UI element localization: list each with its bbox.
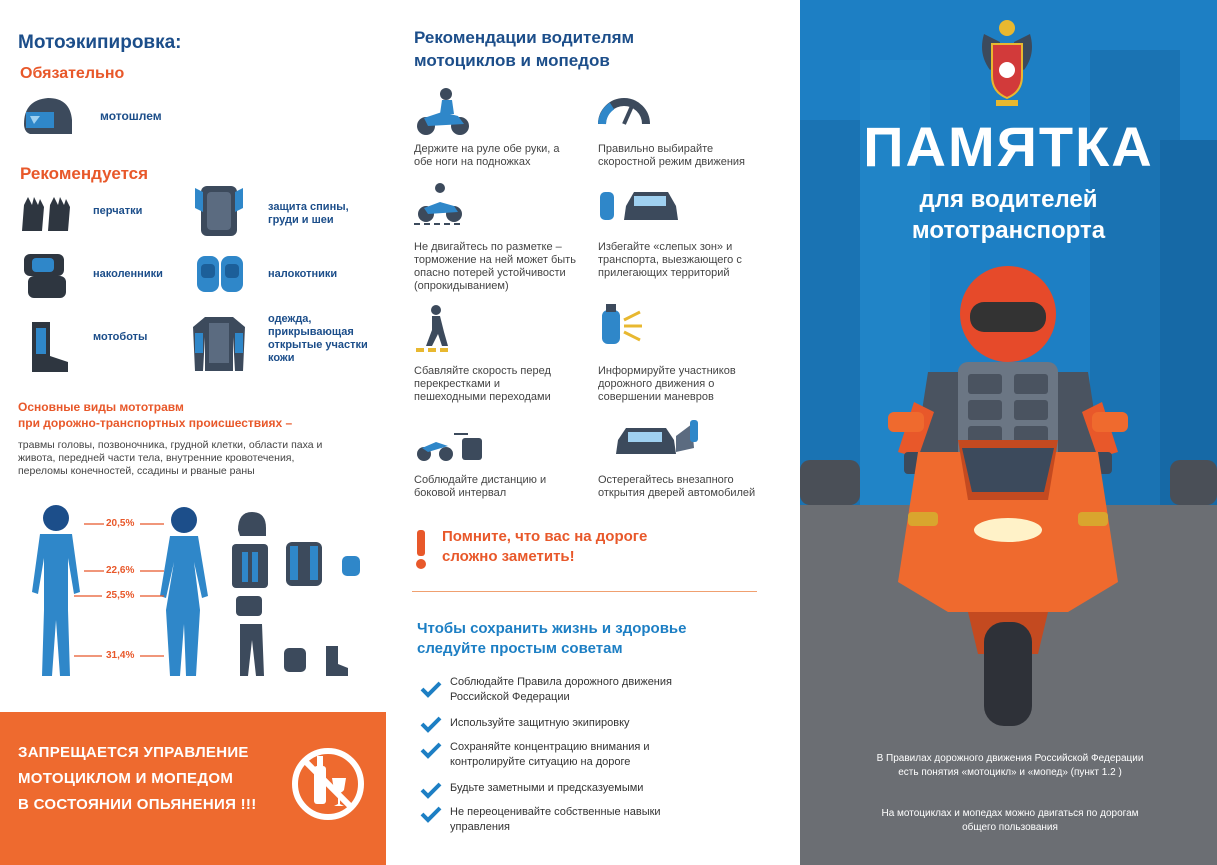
tips-title-2: следуйте простым советам [417,640,623,657]
boots-icon [24,318,72,376]
no-alcohol-icon [288,744,368,824]
check-icon [420,680,442,698]
helmet-icon [20,94,76,140]
cover-subtitle-2: мототранспорта [911,217,1106,244]
divider [412,591,757,592]
check-icon [420,715,442,733]
rec-doors-text: Остерегайтесь внезапного открытия дверей автомобилей [598,474,756,499]
injuries-heading: Основные виды мототравм [18,400,184,414]
blind-spot-icon [598,186,682,226]
rec-marking-text: Не двигайтесь по разметке – торможение на ней может быть опасно потерей устойчивости (опрокидыванием) [414,241,576,292]
cover-note-1: В Правилах дорожного движения Российской Федерации есть понятия «мотоцикл» и «мопед» (пункт 1.2 ) [876,753,1144,778]
ban-text [18,740,257,818]
cover-panel [800,0,1217,865]
knee-pads-icon [20,250,72,302]
tip-skills: Не переоценивайте собственные навыки управления [450,806,661,833]
back-protector-icon [193,182,245,240]
recommendations-title: Рекомендации водителям [414,28,635,47]
rec-speed-text: Правильно выбирайте скоростной режим движения [598,143,746,168]
knee-pads-label: наколенники [93,268,163,280]
rec-signal-text: Информируйте участников дорожного движения о совершении маневров [598,365,736,403]
rider-hands-icon [414,86,472,138]
elbow-pads-icon [193,250,247,298]
rec-distance-text: Соблюдайте дистанцию и боковой интервал [414,474,547,499]
percentage-head: 20,5% [106,518,135,529]
pedestrian-crossing-icon [416,304,456,352]
speedometer-icon [598,88,650,128]
recommendations-title-2: мотоциклов и мопедов [414,51,610,70]
tip-traffic-rules: Соблюдайте Правила дорожного движения Российской Федерации [450,676,672,703]
injuries-text: травмы головы, позвоночника, грудной клетки, области паха и живота, передней части тела, внутренние кровотечения, переломы конечностей, ссадины и рваные раны [18,439,323,477]
elbow-pads-label: налокотники [268,268,338,280]
rec-crossing-text: Сбавляйте скорость перед перекрестками и пешеходными переходами [414,365,551,403]
recommendations-column [400,0,800,865]
check-icon [420,781,442,799]
warning-line-2: сложно заметить! [442,548,575,565]
ban-line-2: МОТОЦИКЛОМ И МОПЕДОМ [18,770,234,787]
percentage-legs: 31,4% [106,650,135,661]
percentage-abdomen: 25,5% [106,590,135,601]
equipment-title: Мотоэкипировка: [18,32,182,53]
check-icon [420,741,442,759]
cover-subtitle: для водителей [919,186,1098,213]
recommended-heading: Рекомендуется [20,164,149,183]
tip-protective-gear: Используйте защитную экипировку [450,717,630,729]
tip-attention: Сохраняйте концентрацию внимания и контролируйте ситуацию на дороге [450,741,650,768]
cover-note-2: На мотоциклах и мопедах можно двигаться по дорогам общего пользования [881,808,1139,833]
check-icon [420,805,442,823]
police-emblem-icon [976,14,1038,108]
warning-line-1: Помните, что вас на дороге [442,528,648,545]
road-marking-icon [414,182,464,226]
rec-hands-text: Держите на руле обе руки, а обе ноги на подножках [414,143,560,168]
rec-blindspot-text: Избегайте «слепых зон» и транспорта, выезжающего с прилегающих территорий [598,241,742,279]
tips-title: Чтобы сохранить жизнь и здоровье [417,620,687,637]
tip-visible: Будьте заметными и предсказуемыми [450,782,644,794]
percentage-torso: 22,6% [106,565,135,576]
ban-line-3: В СОСТОЯНИИ ОПЬЯНЕНИЯ !!! [18,796,257,813]
exclamation-icon [414,528,428,570]
helmet-label: мотошлем [100,109,162,123]
ban-line-1: ЗАПРЕЩАЕТСЯ УПРАВЛЕНИЕ [18,744,249,761]
injuries-heading-2: при дорожно-транспортных происшествиях – [18,416,293,430]
boots-label: мотоботы [93,331,148,343]
motorcyclist-illustration [888,262,1128,732]
mandatory-heading: Обязательно [20,65,125,82]
distance-icon [414,424,484,464]
gloves-label: перчатки [93,205,143,217]
jacket-icon [191,313,247,375]
cover-title: ПАМЯТКА [863,115,1154,178]
signal-maneuver-icon [598,302,644,348]
back-protection-label: защита спины, груди и шеи [268,201,349,226]
ban-banner [0,712,386,865]
clothing-label: одежда, прикрывающая открытые участки кожи [268,313,368,364]
gloves-icon [18,193,74,235]
injury-figures-illustration [14,500,394,690]
door-opening-icon [614,418,700,462]
